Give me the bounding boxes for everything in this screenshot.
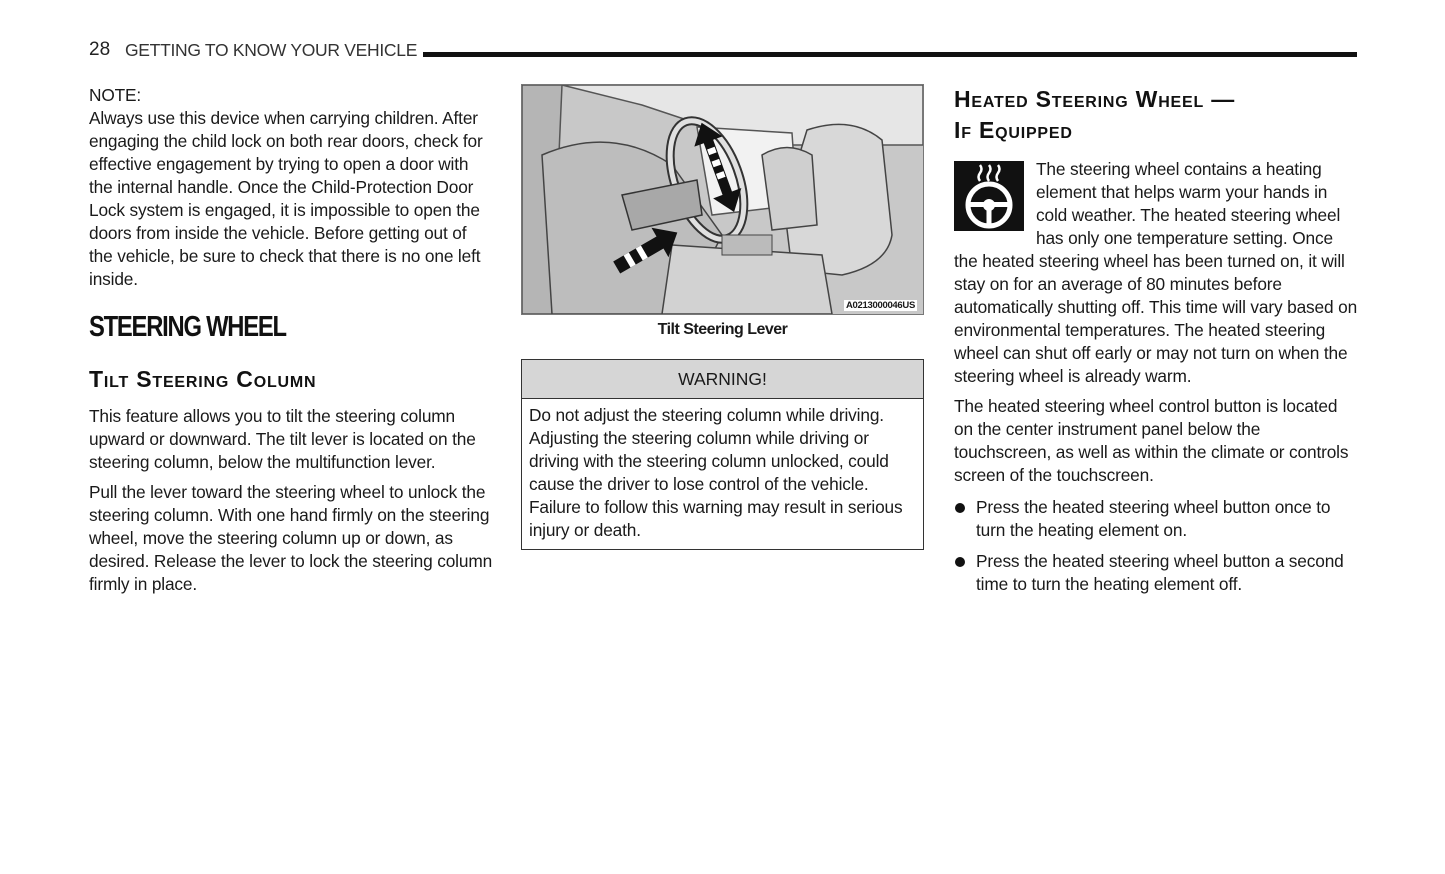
heated-paragraph-1: The steering wheel contains a heating element that helps warm your hands in cold weather. The heated steering wheel has only one temperature setting. Once the heated steering wheel has been turned on, it will stay on for an average of 80 minutes before automatically shutting off. This time will vary based on environmental temperatures. The heated steering wheel can shut off early or may not turn on when the steering wheel is already warm.: [954, 159, 1358, 386]
tilt-paragraph-1: This feature allows you to tilt the steering column upward or downward. The tilt lever is located on the steering column, below the multifunction lever.: [89, 406, 476, 472]
heated-paragraph-2: The heated steering wheel control button is located on the center instrument panel below the touchscreen, as well as within the climate or controls screen of the touchscreen.: [954, 396, 1349, 485]
list-item: [954, 496, 1359, 542]
left-column: [89, 84, 493, 603]
figure-caption: Tilt Steering Lever: [657, 321, 788, 338]
bullet-icon: [955, 503, 965, 513]
figure-code: A0213000046US: [846, 300, 915, 311]
heading-line-1: Heated Steering Wheel —: [954, 86, 1236, 112]
page-header: [89, 38, 1357, 64]
warning-title: WARNING!: [522, 360, 923, 399]
tilt-steering-lever-figure: [521, 84, 924, 315]
heated-steering-wheel-heading: [954, 84, 1359, 146]
warning-body: Do not adjust the steering column while driving. Adjusting the steering column while driving or driving with the steering column unlocked, could cause the driver to lose control of the vehicle. Failure to follow this warning may result in serious injury or death.: [529, 405, 903, 540]
heated-bullet-list: [954, 496, 1359, 596]
warning-box: [521, 359, 924, 550]
steering-column-illustration: [522, 85, 923, 314]
note-label: NOTE:: [89, 85, 142, 105]
heated-steering-wheel-icon: [954, 161, 1024, 231]
right-column: [954, 84, 1359, 604]
tilt-paragraph-2: Pull the lever toward the steering wheel to unlock the steering column. With one hand firmly on the steering wheel, move the steering column up or down, as desired. Release the lever to lock the steering column firmly in place.: [89, 482, 493, 594]
steering-wheel-heading: STEERING WHEEL: [89, 311, 286, 343]
bullet-text: Press the heated steering wheel button a second time to turn the heating element off.: [976, 551, 1344, 594]
tilt-steering-column-heading: Tilt Steering Column: [89, 366, 317, 392]
note-body: Always use this device when carrying children. After engaging the child lock on both rear doors, check for effective engagement by trying to open a door with the internal handle. Once the Child-Protection Door Lock system is engaged, it is impossible to open the doors from inside the vehicle. Before getting out of the vehicle, be sure to check that there is no one left inside.: [89, 108, 483, 289]
middle-column: [521, 84, 924, 550]
bullet-text: Press the heated steering wheel button once to turn the heating element on.: [976, 497, 1331, 540]
header-rule: [423, 52, 1357, 57]
list-item: [954, 550, 1359, 596]
heading-line-2: If Equipped: [954, 117, 1073, 143]
bullet-icon: [955, 557, 965, 567]
section-title: GETTING TO KNOW YOUR VEHICLE: [125, 40, 418, 60]
page-number: 28: [89, 39, 111, 60]
